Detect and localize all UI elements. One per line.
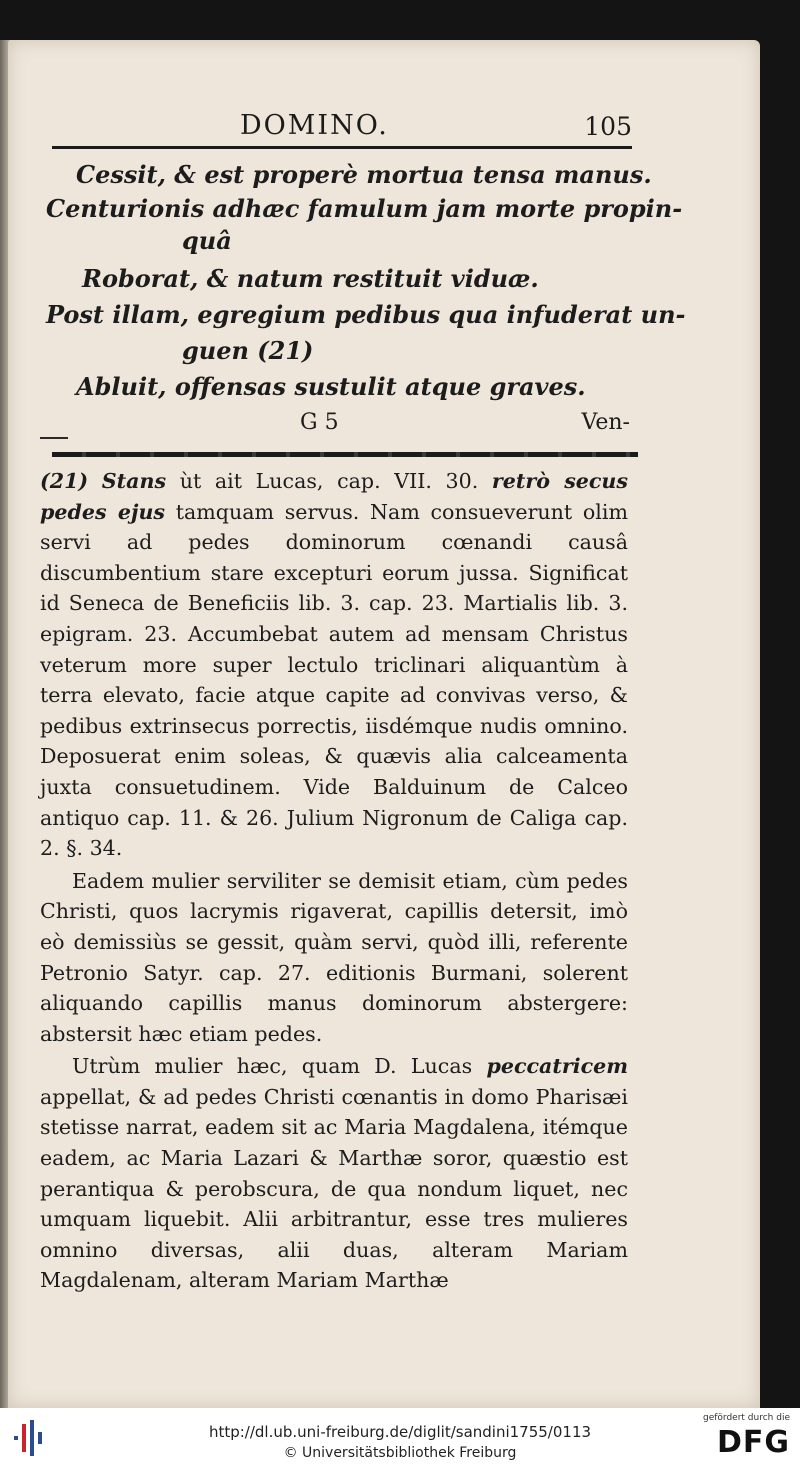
running-head: DOMINO.	[240, 110, 389, 141]
footnote-lemma: retrò secus pedes ejus	[40, 469, 628, 524]
verse-line: Cessit, & est properè mortua tensa manus.	[76, 160, 652, 189]
footnote-21	[40, 466, 628, 864]
dfg-logo-icon[interactable]: DFG	[716, 1425, 790, 1460]
verse-line: guen (21)	[182, 336, 314, 365]
viewer-footer	[0, 1408, 800, 1467]
footnote-paragraph: Eadem mulier serviliter se demisit etiam, cùm pedes Christi, quos lacrymis rigaverat, capillis detersit, imò eò demissiùs se gessit, quàm servi, quòd illi, referente Petronio Satyr. cap. 27. editionis Burmani, solerent aliquando capillis manus dominorum abstergere: abstersit hæc etiam pedes.	[40, 868, 628, 1046]
rule-mark	[40, 437, 68, 439]
footnote-text: Utrùm mulier hæc, quam D. Lucas	[72, 1054, 487, 1079]
verse-line: Abluit, offensas sustulit atque graves.	[76, 372, 586, 401]
page-number: 105	[584, 112, 632, 141]
footnote-text: tamquam servus. Nam consueverunt olim servi ad pedes dominorum cœnandi causâ discumbentium stare excepturi eorum jussa. Significat id Seneca de Beneficiis lib. 3. cap. 23. Martialis lib. 3. epigram. 23. Accumbebat autem ad mensam Christus veterum more super lectulo triclinari aliquantùm à terra elevato, facie atque capite ad convivas verso, & pedibus extrinsecus porrectis, iisdémque nudis omnino. Deposuerat enim soleas, & quævis alia calceamenta juxta consuetudinem. Vide Balduinum de Calceo antiquo cap. 11. & 26. Julium Nigronum de Caliga cap. 2. §. 34.	[40, 499, 628, 861]
signature-mark: G 5	[300, 410, 339, 435]
footnote-marker: (21)	[40, 469, 89, 493]
catchword: Ven-	[581, 410, 630, 435]
emphasis-word: peccatricem	[486, 1054, 628, 1079]
footnote-lemma: Stans	[101, 469, 167, 493]
footnote-text: appellat, & ad pedes Christi cœnantis in domo Pharisæi stetisse narrat, eadem sit ac Maria Magdalena, itémque eadem, ac Maria Lazari & Marthæ soror, quæstio est perantiqua & perobscura, de qua nondum liquet, nec umquam liquebit. Alii arbitrantur, esse tres mulieres omnino diversas, alii duas, alteram Mariam Magdalenam, alteram Mariam Marthæ	[40, 1084, 628, 1293]
footnote-block	[40, 466, 628, 1296]
copyright-text: © Universitätsbibliothek Freiburg	[283, 1445, 517, 1461]
page-header	[52, 110, 632, 146]
footnote-text: ùt ait Lucas, cap. VII. 30.	[166, 469, 492, 493]
catch-line	[60, 410, 630, 440]
verse-line: Roborat, & natum restituit viduæ.	[82, 264, 539, 293]
footnote-rule	[52, 452, 638, 457]
header-rule	[52, 146, 632, 149]
verse-line: quâ	[182, 226, 232, 255]
verse-line: Post illam, egregium pedibus qua infuderat un-	[46, 300, 686, 329]
footnote-paragraph	[40, 1051, 628, 1296]
verse-line: Centurionis adhæc famulum jam morte propin-	[46, 194, 683, 223]
funding-note: gefördert durch die	[703, 1413, 790, 1423]
permalink-url[interactable]: http://dl.ub.uni-freiburg.de/diglit/sandini1755/0113	[208, 1423, 592, 1441]
